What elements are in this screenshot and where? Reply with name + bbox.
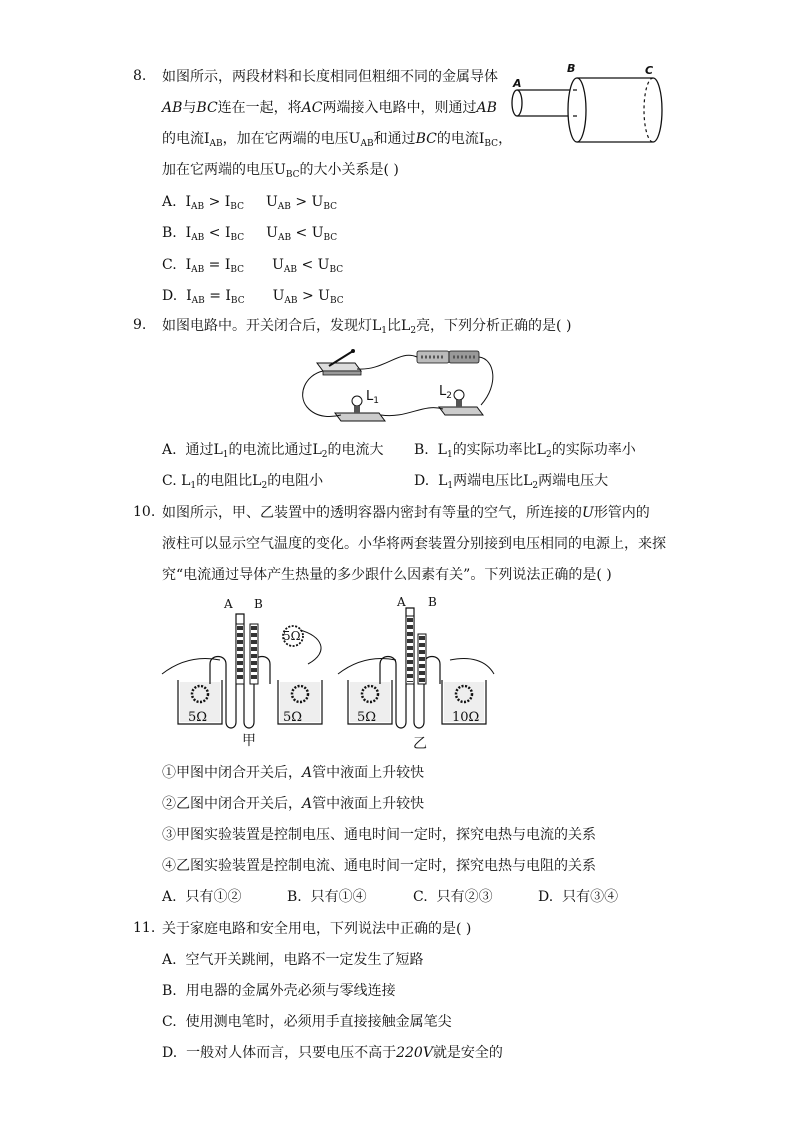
question-number: 9. [133, 317, 147, 333]
fig-label-jia-a: A [224, 597, 233, 611]
fig-label-yi: 乙 [413, 736, 427, 752]
option-b[interactable]: B. $L_1$的实际功率比$L_2$的实际功率小 [414, 442, 636, 460]
fig-label-c: C [645, 64, 654, 77]
option-d[interactable]: D. 一般对人体而言，只要电压不高于220V就是安全的 [162, 1045, 503, 1061]
option-d[interactable]: D. $L_1$两端电压比$L_2$两端电压大 [414, 473, 609, 491]
question-stem-line: 如图电路中。开关闭合后，发现灯$L_1$比$L_2$亮，下列分析正确的是( ) [162, 318, 572, 336]
fig-label-yi-right-resistor: 10Ω [452, 710, 480, 725]
fig-label-jia-top-resistor: 5Ω [283, 629, 301, 643]
option-a[interactable]: A. 只有①② [162, 889, 242, 905]
statement-4: ④乙图实验装置是控制电流、通电时间一定时，探究电热与电阻的关系 [162, 858, 596, 874]
fig-label-jia: 甲 [242, 733, 256, 749]
fig-label-yi-left-resistor: 5Ω [357, 710, 377, 725]
question-number: 8. [133, 68, 147, 84]
question-stem-line: 如图所示，甲、乙装置中的透明容器内密封有等量的空气，所连接的U形管内的 [162, 505, 650, 521]
fig-label-b: B [567, 62, 576, 75]
option-b[interactable]: B. 只有①④ [287, 889, 367, 905]
option-a[interactable]: A. 通过$L_1$的电流比通过$L_2$的电流大 [162, 442, 384, 460]
fig-label-yi-a: A [397, 595, 406, 609]
option-c[interactable]: C. 使用测电笔时，必须用手直接接触金属笔尖 [162, 1014, 452, 1030]
statement-3: ③甲图实验装置是控制电压、通电时间一定时，探究电热与电流的关系 [162, 827, 596, 843]
question-stem-line: 关于家庭电路和安全用电，下列说法中正确的是( ) [162, 921, 472, 937]
option-c[interactable]: C. $I_{AB} = I_{BC}$ $U_{AB} < U_{BC}$ [162, 257, 344, 275]
statement-2: ②乙图中闭合开关后，A管中液面上升较快 [162, 796, 425, 812]
circuit-figure [295, 345, 500, 427]
fig-label-l2: $L_2$ [439, 384, 452, 401]
fig-label-yi-b: B [428, 595, 437, 609]
question-stem-line: 加在它两端的电压$U_{BC}$的大小关系是( ) [162, 162, 399, 180]
option-a[interactable]: A. $I_{AB} > I_{BC}$ $U_{AB} > U_{BC}$ [162, 194, 338, 212]
question-number: 11. [133, 920, 156, 936]
apparatus-figure [160, 594, 500, 754]
option-a[interactable]: A. 空气开关跳闸，电路不一定发生了短路 [162, 952, 424, 968]
fig-label-jia-left-resistor: 5Ω [188, 710, 208, 725]
question-stem-line: 究“电流通过导体产生热量的多少跟什么因素有关”。下列说法正确的是( ) [162, 567, 612, 583]
question-stem-line: AB与BC连在一起，将AC两端接入电路中，则通过AB [162, 100, 497, 116]
fig-label-jia-b: B [254, 597, 263, 611]
statement-1: ①甲图中闭合开关后，A管中液面上升较快 [162, 765, 425, 781]
question-number: 10. [133, 504, 156, 520]
option-d[interactable]: D. $I_{AB} = I_{BC}$ $U_{AB} > U_{BC}$ [162, 288, 344, 306]
question-stem-line: 的电流$I_{AB}$，加在它两端的电压$U_{AB}$和通过BC的电流$I_{BC}$， [162, 131, 513, 149]
option-c[interactable]: C. $L_1$的电阻比$L_2$的电阻小 [162, 473, 324, 491]
question-stem-line: 液柱可以显示空气温度的变化。小华将两套装置分别接到电压相同的电源上，来探 [162, 536, 666, 552]
fig-label-a: A [513, 77, 522, 90]
question-stem-line: 如图所示，两段材料和长度相同但粗细不同的金属导体 [162, 69, 498, 85]
option-c[interactable]: C. 只有②③ [413, 889, 493, 905]
fig-label-jia-right-resistor: 5Ω [283, 710, 303, 725]
fig-label-l1: $L_1$ [366, 389, 379, 406]
option-b[interactable]: B. 用电器的金属外壳必须与零线连接 [162, 983, 396, 999]
option-b[interactable]: B. $I_{AB} < I_{BC}$ $U_{AB} < U_{BC}$ [162, 225, 338, 243]
option-d[interactable]: D. 只有③④ [538, 889, 619, 905]
